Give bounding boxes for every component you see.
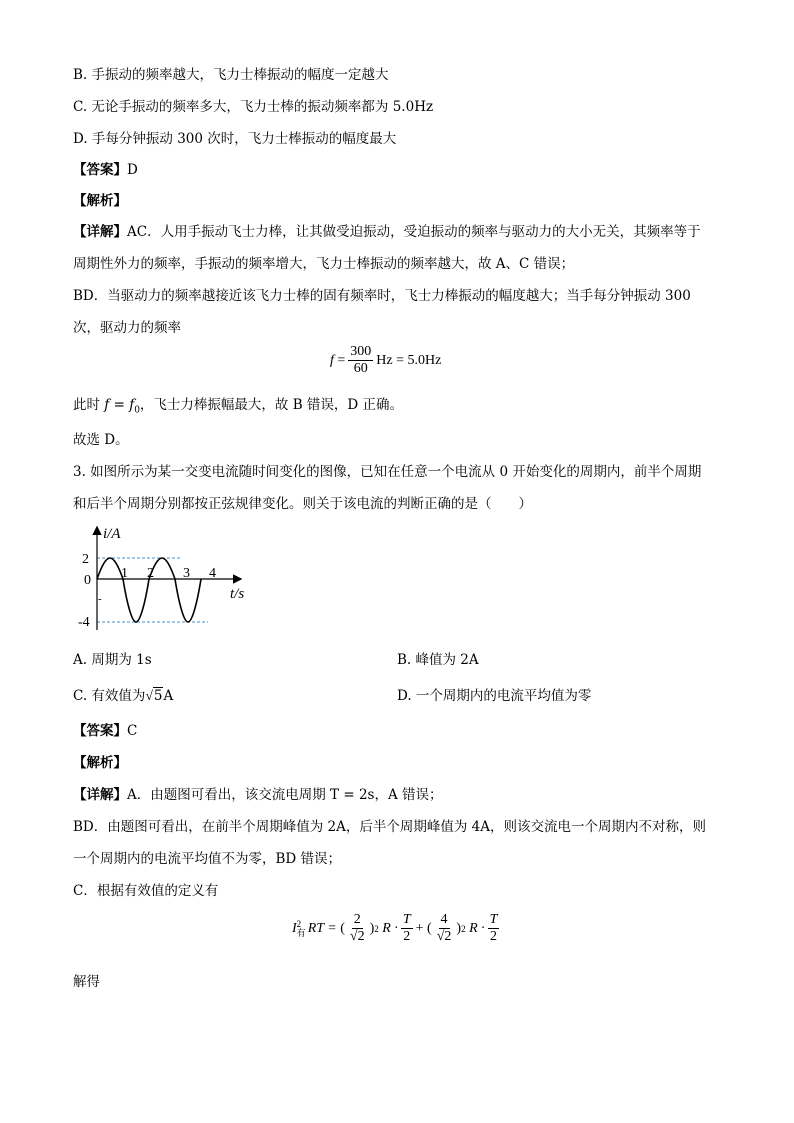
effective-value-formula: I 2 有 RT = ( $\frac{2}{√2}$ ) 2 R · $\frac{T}{2}$ + ( $\frac{4}{√2}$ ) 2 R · $\frac{T}{2}$ [292, 912, 498, 944]
q3-detail-line-4: C．根据有效值的定义有 [73, 883, 219, 899]
x-tick-2: 2 [147, 566, 154, 581]
conclusion: 故选 D。 [73, 432, 129, 448]
answer-line [73, 160, 138, 180]
y-tick-0: 0 [84, 573, 91, 588]
answer-tag: 【答案】 [73, 162, 127, 178]
answer-value: D [127, 162, 138, 178]
detail-line-5: 此时 $f = f_0$，飞士力棒振幅最大，故 B 错误，D 正确。 [73, 397, 404, 416]
x-axis-label: t/s [230, 586, 245, 602]
q3-detail-line-3: 一个周期内的电流平均值不为零，BD 错误； [73, 851, 342, 867]
x-tick-1: 1 [121, 566, 128, 581]
x-tick-4: 4 [209, 566, 216, 581]
option-c: C. 无论手振动的频率多大，飞力士棒的振动频率都为 5.0Hz [73, 99, 434, 115]
current-time-graph [80, 522, 255, 632]
option-d: D. 手每分钟振动 300 次时，飞力士棒振动的幅度最大 [73, 131, 397, 147]
q3-detail-line-2: BD．由题图可看出，在前半个周期峰值为 2A，后半个周期峰值为 4A，则该交流电一个周期内不对称，则 [73, 819, 707, 835]
y-tick-neg4: -4 [78, 615, 90, 630]
q3-detail-line-1: 【详解】A．由题图可看出，该交流电周期 T = 2s，A 错误； [73, 787, 443, 803]
analysis-tag: 【解析】 [73, 193, 127, 209]
question-3-stem-1: 3. 如图所示为某一交变电流随时间变化的图像，已知在任意一个电流从 0 开始变化的周期内，前半个周期 [73, 464, 702, 480]
q3-option-d: D. 一个周期内的电流平均值为零 [397, 688, 592, 704]
x-tick-3: 3 [183, 566, 190, 581]
y-axis-label: i/A [103, 526, 121, 542]
detail-tag: 【详解】 [73, 224, 127, 240]
frequency-formula: f = $\frac{300}{60}$ Hz = 5.0Hz [330, 344, 442, 376]
detail-line-3: BD．当驱动力的频率越接近该飞力士棒的固有频率时，飞士力棒振动的幅度越大；当手每分钟振动 300 [73, 288, 691, 304]
q3-answer-tag: 【答案】 [73, 723, 127, 739]
question-3-stem-2: 和后半个周期分别都按正弦规律变化。则关于该电流的判断正确的是（ ） [73, 496, 532, 512]
q3-option-b: B. 峰值为 2A [397, 652, 479, 668]
option-b: B. 手振动的频率越大，飞力士棒振动的幅度一定越大 [73, 67, 389, 83]
q3-answer-value: C [127, 723, 138, 739]
detail-line-2: 周期性外力的频率，手振动的频率增大，飞力士棒振动的频率越大，故 A、C 错误； [73, 256, 575, 272]
y-tick-mark: - [98, 593, 102, 605]
q3-detail-tag: 【详解】 [73, 787, 127, 803]
q3-analysis-tag: 【解析】 [73, 755, 127, 771]
y-tick-2: 2 [82, 552, 89, 567]
solve-label: 解得 [73, 974, 100, 990]
detail-line-1: 【详解】AC．人用手振动飞士力棒，让其做受迫振动，受迫振动的频率与驱动力的大小无关，其频率等于 [73, 224, 701, 240]
q3-option-a: A. 周期为 1s [73, 652, 152, 668]
q3-option-c: C. 有效值为√5A [73, 688, 174, 704]
q3-answer-line [73, 721, 137, 741]
detail-line-4: 次，驱动力的频率 [73, 320, 181, 336]
